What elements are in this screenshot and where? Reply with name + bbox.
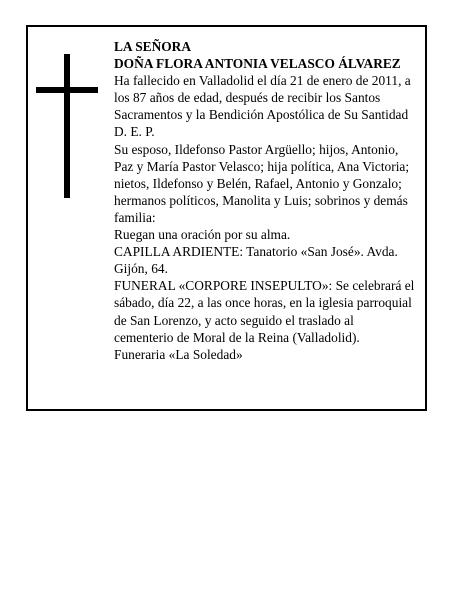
cross-horizontal-bar bbox=[36, 87, 98, 93]
cross-icon bbox=[36, 54, 98, 198]
notice-line: Sacramentos y la Bendición Apostólica de Su Santidad bbox=[114, 107, 409, 123]
notice-line: nietos, Ildefonso y Belén, Rafael, Antonio y Gonzalo; bbox=[114, 175, 402, 191]
obituary-text bbox=[114, 38, 426, 363]
deceased-name: DOÑA FLORA ANTONIA VELASCO ÁLVAREZ bbox=[114, 56, 401, 72]
notice-line: hermanos políticos, Manolita y Luis; sobrinos y demás bbox=[114, 192, 408, 208]
notice-line: Paz y María Pastor Velasco; hija política, Ana Victoria; bbox=[114, 158, 410, 174]
notice-line: Gijón, 64. bbox=[114, 261, 168, 277]
notice-line: Ruegan una oración por su alma. bbox=[114, 227, 291, 243]
notice-line: FUNERAL «CORPORE INSEPULTO»: Se celebrará el bbox=[114, 278, 415, 294]
notice-heading: LA SEÑORA bbox=[114, 39, 192, 54]
cross-vertical-bar bbox=[64, 54, 70, 198]
notice-line: Ha fallecido en Valladolid el día 21 de enero de 2011, a bbox=[114, 73, 411, 89]
notice-line: CAPILLA ARDIENTE: Tanatorio «San José». Avda. bbox=[114, 244, 398, 260]
notice-line: de San Lorenzo, y acto seguido el traslado al bbox=[114, 312, 354, 328]
notice-line: familia: bbox=[114, 209, 156, 225]
notice-line: D. E. P. bbox=[114, 124, 155, 140]
notice-line: Su esposo, Ildefonso Pastor Argüello; hijos, Antonio, bbox=[114, 141, 399, 157]
notice-line: sábado, día 22, a las once horas, en la iglesia parroquial bbox=[114, 295, 412, 311]
notice-line: los 87 años de edad, después de recibir los Santos bbox=[114, 90, 381, 106]
notice-line: Funeraria «La Soledad» bbox=[114, 346, 243, 362]
notice-line: cementerio de Moral de la Reina (Valladolid). bbox=[114, 329, 360, 345]
